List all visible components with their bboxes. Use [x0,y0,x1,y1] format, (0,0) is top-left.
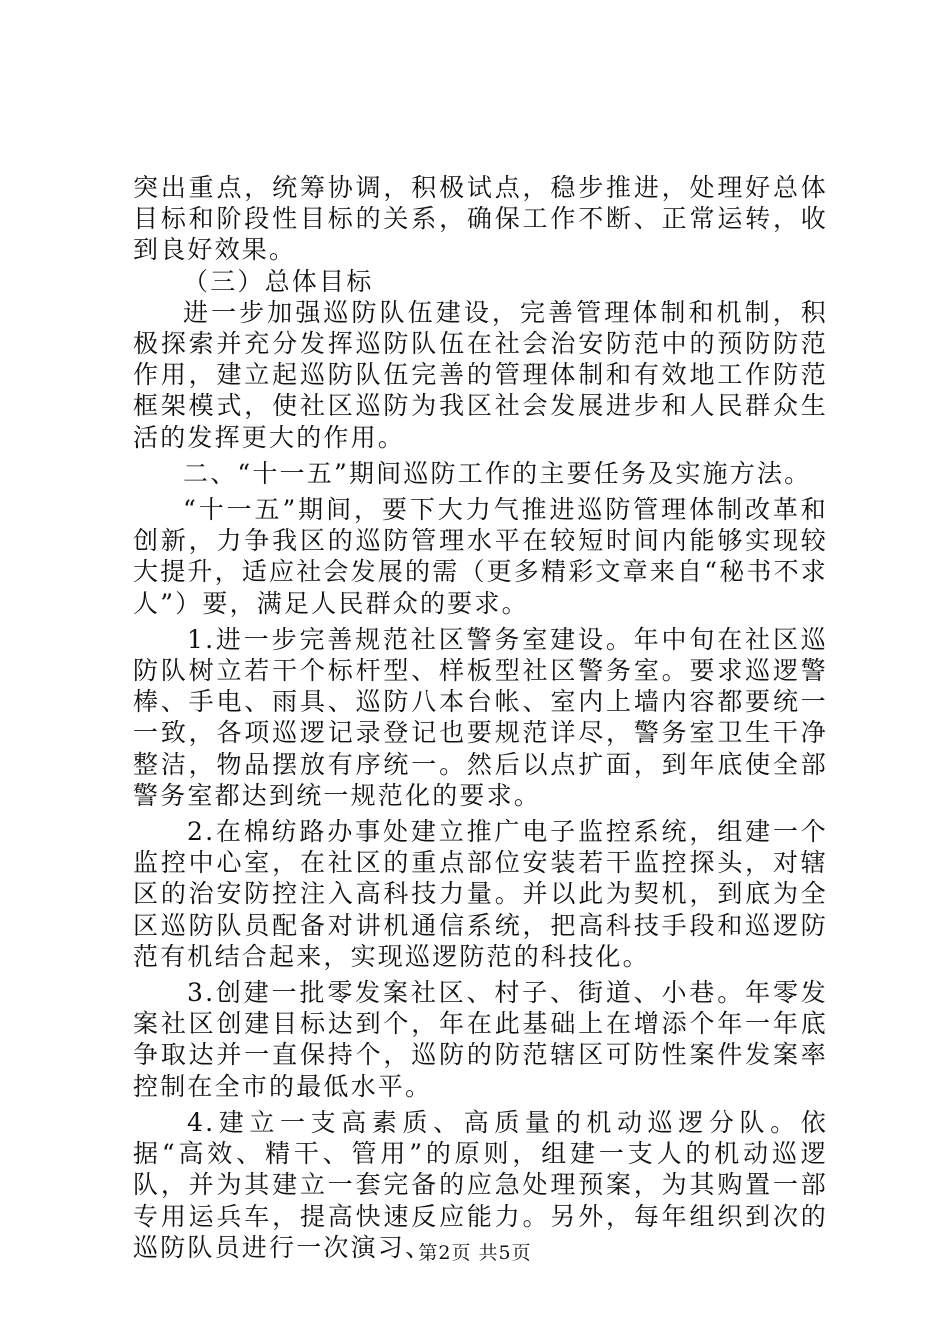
list-item-4: 4.建立一支高素质、高质量的机动巡逻分队。依据“高效、精干、管用”的原则，组建一支人的机动巡逻队，并为其建立一套完备的应急处理预案，为其购置一部专用运兵车，提高快速反应能力。另外，每年组织到次的巡防队员进行一次演习、 [133,1107,828,1262]
section-heading-overall-goal: （三）总体目标 [183,266,374,296]
list-item-2: 2.在棉纺路办事处建立推广电子监控系统，组建一个监控中心室，在社区的重点部位安装若干监控探头，对辖区的治安防控注入高科技力量。并以此为契机，到底为全区巡防队员配备对讲机通信系统，把高科技手段和巡逻防范有机结合起来，实现巡逻防范的科技化。 [133,817,828,971]
list-item-3: 3.创建一批零发案社区、村子、街道、小巷。年零发案社区创建目标达到个，年在此基础上在增添个年一年底争取达并一直保持个，巡防的防范辖区可防性案件发案率控制在全市的最低水平。 [133,978,828,1101]
list-item-1: 1.进一步完善规范社区警务室建设。年中旬在社区巡防队树立若干个标杆型、样板型社区警务室。要求巡逻警棒、手电、雨具、巡防八本台帐、室内上墙内容都要统一一致，各项巡逻记录登记也要规范详尽，警务室卫生干净整洁，物品摆放有序统一。然后以点扩面，到年底使全部警务室都达到统一规范化的要求。 [133,624,828,810]
page-number-footer: 第2页 共5页 [418,1242,532,1264]
paragraph-main-tasks-intro: “十一五”期间，要下大力气推进巡防管理体制改革和创新，力争我区的巡防管理水平在较短时间内能够实现较大提升，适应社会发展的需（更多精彩文章来自“秘书不求人”）要，满足人民群众的要求。 [133,495,828,618]
paragraph-intro-continuation: 突出重点，统筹协调，积极试点，稳步推进，处理好总体目标和阶段性目标的关系，确保工作不断、正常运转，收到良好效果。 [133,173,828,265]
document-body [133,172,828,1263]
section-heading-main-tasks: 二、“十一五”期间巡防工作的主要任务及实施方法。 [183,458,812,488]
paragraph-overall-goal: 进一步加强巡防队伍建设，完善管理体制和机制，积极探索并充分发挥巡防队伍在社会治安防范中的预防防范作用，建立起巡防队伍完善的管理体制和有效地工作防范框架模式，使社区巡防为我区社会发展进步和人民群众生活的发挥更大的作用。 [133,297,828,452]
